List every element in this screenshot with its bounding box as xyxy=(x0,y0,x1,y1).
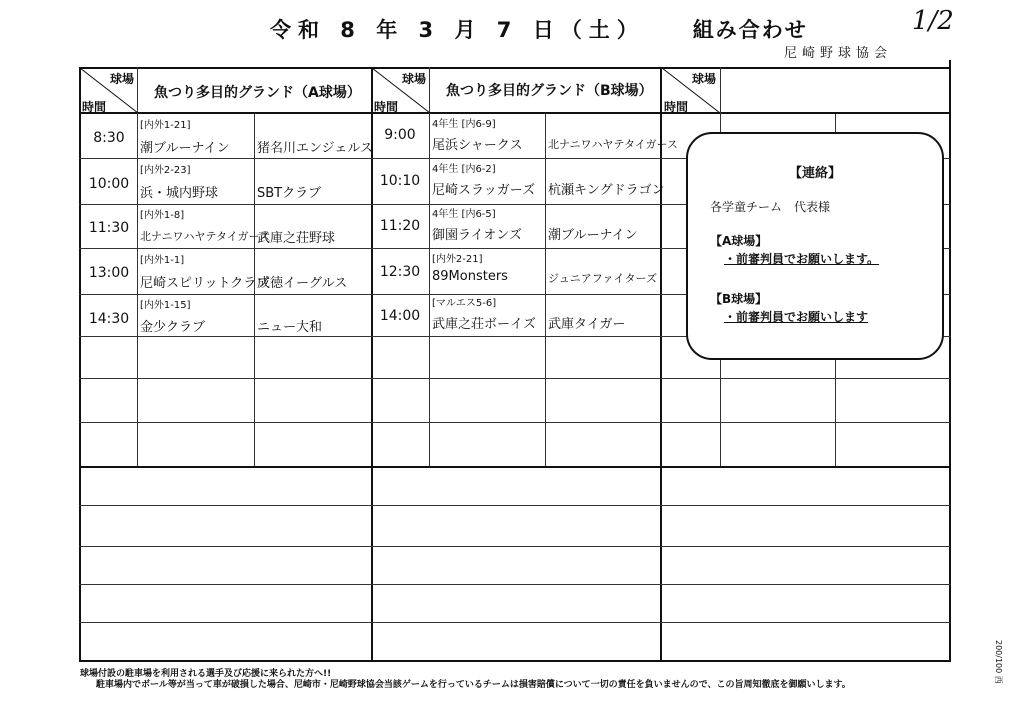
game-time: 13:00 xyxy=(88,265,130,281)
game-tag: [内外1-1] xyxy=(140,255,185,266)
game-tag: [内外2-23] xyxy=(140,165,191,176)
away-team: ジュニアファイターズ xyxy=(548,272,658,285)
game-time: 10:10 xyxy=(379,173,421,189)
game-tag: 4年生 [内6-9] xyxy=(432,119,496,130)
game-tag: [内外1-15] xyxy=(140,300,191,311)
home-team: 金少クラブ xyxy=(140,320,206,335)
page-number: 1/2 xyxy=(912,6,954,36)
game-tag: 4年生 [内6-5] xyxy=(432,209,496,220)
date-title: 令和 8 年 3 月 7 日（土） xyxy=(270,18,645,42)
game-time: 11:20 xyxy=(379,218,421,234)
footer-notice-text: 駐車場内でボール等が当って車が破損した場合、尼崎市・尼崎野球協会当該ゲームを行っているチームは損害賠償について一切の責任を負いませんので、この旨周知徹底を御願いします。 xyxy=(96,680,851,690)
notice-b-text: ・前審判員でお願いします xyxy=(724,310,869,324)
field-label-b: 球場 xyxy=(402,72,427,86)
game-tag: 4年生 [内6-2] xyxy=(432,164,496,175)
game-time: 11:30 xyxy=(88,220,130,236)
time-label-c: 時間 xyxy=(664,100,689,114)
time-label-a: 時間 xyxy=(82,100,107,114)
away-team: 杭瀬キングドラゴン xyxy=(548,183,665,198)
home-team: 浜・城内野球 xyxy=(140,186,219,201)
footer-notice-heading: 球場付設の駐車場を利用される選手及び応援に来られた方へ!! xyxy=(80,669,332,679)
away-team: 猪名川エンジェルス xyxy=(257,141,374,156)
game-time: 9:00 xyxy=(384,127,416,143)
game-tag: [内外1-21] xyxy=(140,120,191,131)
home-team: 89Monsters xyxy=(432,269,508,284)
game-tag: [内外2-21] xyxy=(432,254,483,265)
game-time: 10:00 xyxy=(88,176,130,192)
away-team: 北ナニワハヤテタイガース xyxy=(548,138,678,151)
home-team: 尾浜シャークス xyxy=(432,138,523,153)
notice-a-text: ・前審判員でお願いします。 xyxy=(724,252,880,266)
away-team: SBTクラブ xyxy=(257,186,322,201)
subtitle: 組み合わせ xyxy=(692,18,808,42)
home-team: 尼崎スピリットクラブ xyxy=(140,276,270,291)
side-code: 200/100 西 xyxy=(994,640,1003,684)
home-team: 潮ブルーナイン xyxy=(140,141,230,156)
notice-a-heading: 【A球場】 xyxy=(710,234,768,248)
field-b-name: 魚つり多目的グランド（B球場） xyxy=(446,83,653,99)
field-a-name: 魚つり多目的グランド（A球場） xyxy=(154,85,361,101)
game-time: 14:00 xyxy=(379,308,421,324)
home-team: 武庫之荘ボーイズ xyxy=(432,317,536,332)
game-tag: [内外1-8] xyxy=(140,210,185,221)
notice-recipient: 各学童チーム 代表様 xyxy=(710,200,831,214)
game-time: 14:30 xyxy=(88,311,130,327)
notice-box xyxy=(686,132,944,360)
notice-b-heading: 【B球場】 xyxy=(710,292,768,306)
field-label-a: 球場 xyxy=(110,72,135,86)
home-team: 北ナニワハヤテタイガース xyxy=(140,230,270,243)
organization-name: 尼崎野球協会 xyxy=(784,46,893,61)
home-team: 御園ライオンズ xyxy=(432,228,522,243)
away-team: 潮ブルーナイン xyxy=(548,228,638,243)
game-tag: [マルエス5-6] xyxy=(432,298,497,309)
field-label-c: 球場 xyxy=(692,72,717,86)
time-label-b: 時間 xyxy=(374,100,399,114)
away-team: ニュー大和 xyxy=(257,320,323,335)
game-time: 12:30 xyxy=(379,264,421,280)
away-team: 武庫之荘野球 xyxy=(257,231,336,246)
game-time: 8:30 xyxy=(93,130,125,146)
away-team: 武庫タイガー xyxy=(548,317,626,332)
notice-title: 【連絡】 xyxy=(788,166,841,181)
home-team: 尼崎スラッガーズ xyxy=(432,183,536,198)
page-title xyxy=(270,14,808,44)
away-team: 成徳イーグルス xyxy=(257,276,348,291)
